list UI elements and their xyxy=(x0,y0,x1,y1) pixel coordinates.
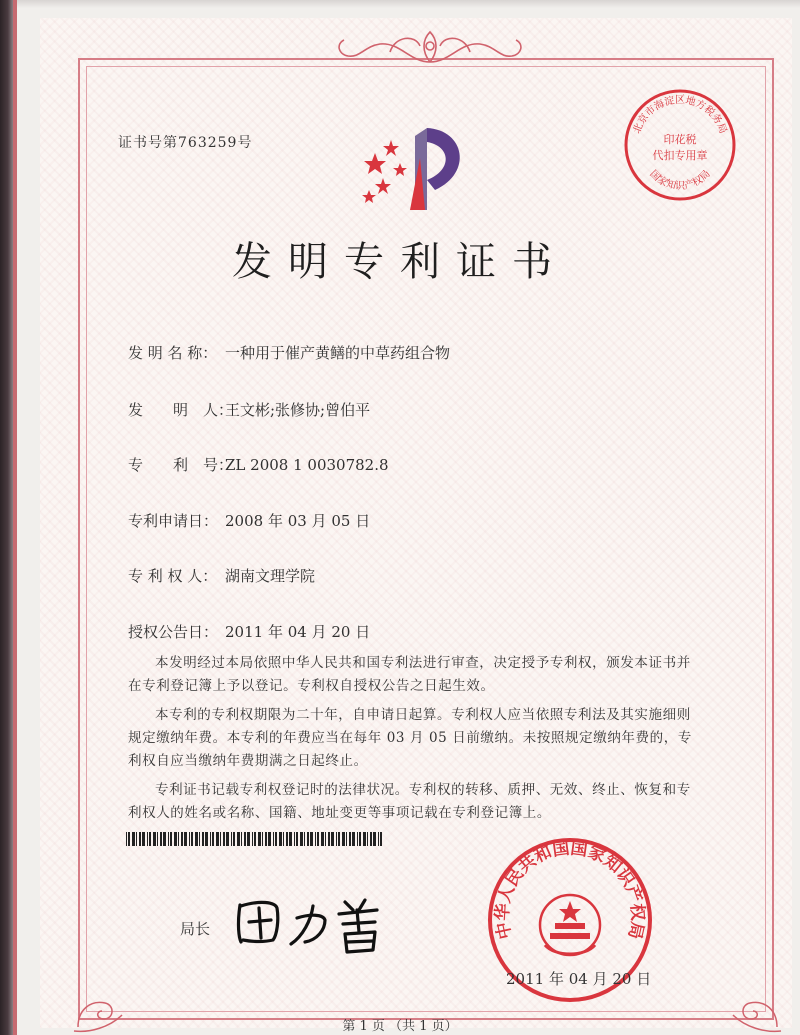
field-value: ZL 2008 1 0030782.8 xyxy=(225,456,389,474)
svg-text:国家知识产权局: 国家知识产权局 xyxy=(647,168,713,192)
svg-text:代扣专用章: 代扣专用章 xyxy=(652,149,708,162)
binding-edge xyxy=(13,0,17,1035)
field-inventor xyxy=(128,399,370,420)
barcode-icon xyxy=(126,832,386,846)
certificate-body xyxy=(128,652,698,831)
tax-stamp xyxy=(620,85,740,205)
seal-date: 2011 年 04 月 20 日 xyxy=(506,970,652,988)
patent-office-emblem-icon xyxy=(355,118,485,218)
field-label: 发 明 名 称： xyxy=(128,344,218,362)
field-value: 一种用于催产黄鳝的中草药组合物 xyxy=(225,344,451,362)
field-label: 授权公告日： xyxy=(128,623,219,641)
svg-text:中华人民共和国国家知识产权局: 中华人民共和国国家知识产权局 xyxy=(492,838,648,941)
field-label: 发 明 人： xyxy=(128,401,234,419)
field-label: 专利申请日： xyxy=(128,512,219,530)
director-signature xyxy=(225,880,405,960)
body-paragraph: 专利证书记载专利权登记时的法律状况。专利权的转移、质押、无效、终止、恢复和专利权人的姓名或名称、国籍、地址变更等事项记载在专利登记簿上。 xyxy=(128,782,691,821)
field-grant-date xyxy=(128,621,370,642)
certificate-number: 证书号第763259号 xyxy=(118,135,253,151)
field-value: 2008 年 03 月 05 日 xyxy=(225,512,371,530)
field-invention-name xyxy=(128,342,450,363)
field-patent-number xyxy=(128,454,389,475)
body-paragraph: 本发明经过本局依照中华人民共和国专利法进行审查，决定授予专利权，颁发本证书并在专利登记簿上予以登记。专利权自授权公告之日起生效。 xyxy=(128,655,691,694)
binding-strip xyxy=(0,0,13,1035)
svg-text:印花税: 印花税 xyxy=(663,133,697,146)
field-value: 湖南文理学院 xyxy=(225,567,316,585)
field-value: 王文彬;张修协;曾伯平 xyxy=(225,401,371,419)
svg-text:北京市海淀区地方税务局: 北京市海淀区地方税务局 xyxy=(631,95,729,136)
scan-shadow xyxy=(17,0,800,8)
page-title: 发明专利证书 xyxy=(232,239,568,285)
field-patentee xyxy=(128,565,315,586)
top-ornament-icon xyxy=(330,22,530,72)
field-label: 专 利 号： xyxy=(128,456,234,474)
field-label: 专 利 权 人： xyxy=(128,567,218,585)
director-label: 局长 xyxy=(180,920,211,938)
page-number: 第 1 页 （共 1 页） xyxy=(342,1019,458,1034)
field-value: 2011 年 04 月 20 日 xyxy=(225,623,371,641)
national-emblem-icon xyxy=(540,895,600,955)
body-paragraph: 本专利的专利权期限为二十年，自申请日起算。专利权人应当依照专利法及其实施细则规定缴纳年费。本专利的年费应当在每年 03 月 05 日前缴纳。未按照规定缴纳年费的，专利权自应当缴纳年费期满之日起终止。 xyxy=(128,707,692,769)
field-application-date xyxy=(128,510,370,531)
